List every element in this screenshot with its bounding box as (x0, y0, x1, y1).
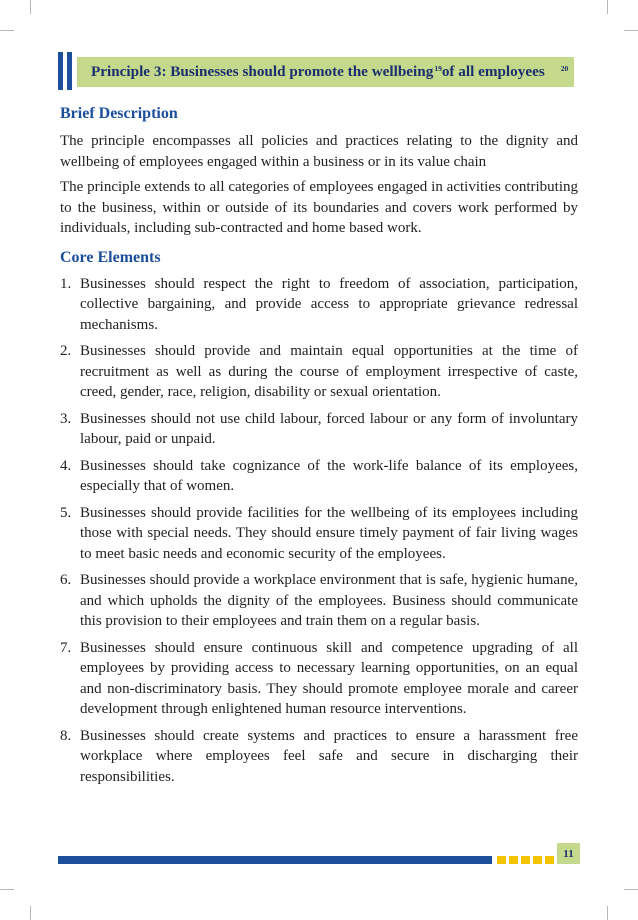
item-number: 6. (60, 572, 72, 588)
core-elements-heading: Core Elements (60, 248, 161, 266)
crop-mark (30, 906, 31, 920)
core-elements-list (60, 274, 578, 788)
footnote-ref[interactable]: 20 (560, 63, 569, 73)
footer-bar (58, 856, 492, 864)
principle-title: Principle 3: Businesses should promote the wellbeing (91, 63, 434, 80)
list-item (60, 503, 578, 565)
list-item (60, 456, 578, 497)
page-content (60, 100, 578, 787)
page-number: 11 (557, 843, 580, 864)
item-text: Businesses should take cognizance of the work-life balance of its employees, especially that of women. (80, 457, 578, 494)
item-number: 2. (60, 343, 72, 359)
crop-mark (0, 30, 14, 31)
crop-mark (30, 0, 31, 14)
list-item (60, 638, 578, 720)
principle-banner (77, 57, 574, 87)
list-item (60, 274, 578, 336)
item-text: Businesses should provide and maintain equal opportunities at the time of recruitment as well as during the course of employment irrespective of caste, creed, gender, race, religion, disability or sexual orientation. (80, 343, 578, 400)
item-number: 4. (60, 457, 72, 474)
item-text: Businesses should not use child labour, forced labour or any form of involuntary labour, paid or unpaid. (80, 410, 578, 447)
brief-paragraph: The principle extends to all categories of employees engaged in activities contributing to the business, within or outside of its boundaries and covers work performed by individuals, including sub-contracted and home based work. (60, 179, 578, 236)
principle-title-end: of all employees (441, 63, 545, 80)
item-number: 3. (60, 410, 72, 427)
list-item (60, 570, 578, 632)
brief-paragraph: The principle encompasses all policies and practices relating to the dignity and wellbeing of employees engaged within a business or in its value chain (60, 133, 578, 170)
item-number: 1. (60, 275, 72, 292)
list-item (60, 341, 578, 403)
crop-mark (624, 889, 638, 890)
item-number: 5. (60, 504, 72, 521)
brief-description-heading: Brief Description (60, 105, 178, 122)
crop-mark (607, 0, 608, 14)
item-number: 7. (60, 639, 72, 656)
crop-mark (0, 889, 14, 890)
item-text: Businesses should respect the right to freedom of association, participation, collective bargaining, and provide access to appropriate grievance redressal mechanisms. (80, 275, 578, 333)
crop-mark (624, 30, 638, 31)
item-text: Businesses should create systems and practices to ensure a harassment free workplace where employees feel safe and secure in discharging their responsibilities. (80, 727, 578, 785)
list-item (60, 409, 578, 450)
list-item (60, 726, 578, 788)
crop-mark (607, 906, 608, 920)
item-text: Businesses should provide a workplace environment that is safe, hygienic humane, and which upholds the dignity of the employees. Business should communicate this provision to their employees and train them on a regular basis. (80, 572, 578, 629)
item-number: 8. (60, 727, 72, 744)
item-text: Businesses should provide facilities for the wellbeing of its employees including those with special needs. They should ensure timely payment of fair living wages to meet basic needs and economic security of the employees. (80, 504, 578, 562)
footnote-ref[interactable]: 19 (434, 63, 442, 73)
item-text: Businesses should ensure continuous skill and competence upgrading of all employees by providing access to necessary learning opportunities, on an equal and non-discriminatory basis. They should promote employee morale and career development through enlightened human resource interventions. (80, 639, 578, 717)
